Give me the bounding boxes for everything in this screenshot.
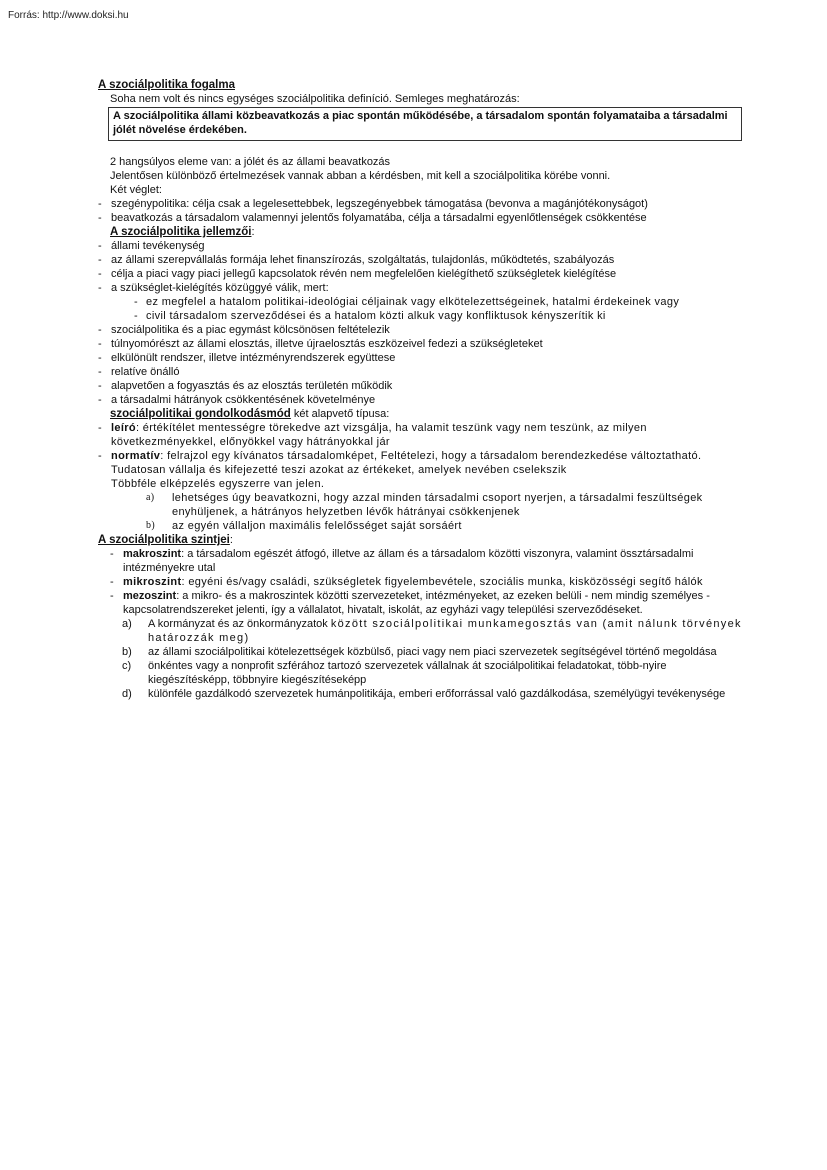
list-item: - a szükséglet-kielégítés közüggyé válik, mert: xyxy=(98,282,329,294)
lettered-item: a) lehetséges úgy beavatkozni, hogy azzal minden társadalmi csoport nyerjen, a társadalmi feszültségek enyhüljenek, a hátrányos helyzetben lévők hátrányai csökkenjenek xyxy=(146,492,703,518)
paragraph-1: 2 hangsúlyos eleme van: a jólét és az állami beavatkozás xyxy=(110,156,391,168)
list-item: - célja a piaci vagy piaci jellegű kapcsolatok révén nem megfelelően kielégíthető szükségletek kielégítése xyxy=(98,268,617,280)
list-item: - leíró: értékítélet mentességre törekedve azt vizsgálja, ha valamit teszünk vagy nem teszünk, az milyen következményekkel, előnyökkel vagy hátrányokkal jár xyxy=(98,422,647,448)
list-item: - normatív: felrajzol egy kívánatos társadalomképet, Feltételezi, hogy a társadalom berendezkedése változtatható. Tudatosan vállalja és kifejezetté teszi azokat az értékeket, amelyek nevében cselekszik Többféle elképzelés egyszerre van jelen. xyxy=(98,450,702,490)
list-item: - az állami szerepvállalás formája lehet finanszírozás, szolgáltatás, tulajdonlás, működtetés, szabályozás xyxy=(98,254,615,266)
heading-jellemzoi: A szociálpolitika jellemzői xyxy=(110,226,252,238)
list-item: - elkülönült rendszer, illetve intézményrendszerek együttese xyxy=(98,352,396,364)
lettered-item: a) A kormányzat és az önkormányzatok között szociálpolitikai munkamegosztás van (amit nálunk törvények határozzák meg) xyxy=(122,618,742,644)
lettered-item: b) az állami szociálpolitikai kötelezettségek közbülső, piaci vagy nem piaci szervezetek segítségével történő megoldása xyxy=(122,646,717,658)
list-item: - makroszint: a társadalom egészét átfogó, illetve az állam és a társadalom közötti viszonyra, valamint össztársadalmi intézményekre utal xyxy=(110,548,694,574)
heading-gondolkodasmod-line: szociálpolitikai gondolkodásmód két alapvető típusa: xyxy=(110,408,390,420)
lettered-item: d) különféle gazdálkodó szervezetek humánpolitikája, emberi erőforrással való gazdálkodása, személyügyi tevékenysége xyxy=(122,688,726,700)
definition-box: A szociálpolitika állami közbeavatkozás a piac spontán működésébe, a társadalom spontán folyamataiba a társadalmi jólét növelése érdekében. xyxy=(108,107,742,141)
paragraph-2: Jelentősen különböző értelmezések vannak abban a kérdésben, mit kell a szociálpolitika körébe vonni. xyxy=(110,170,611,182)
list-item: - mikroszint: egyéni és/vagy családi, szükségletek figyelembevétele, szociális munka, kisközösségi segítő hálók xyxy=(110,576,703,588)
lettered-item: b) az egyén vállaljon maximális felelősséget saját sorsáért xyxy=(146,520,462,532)
list-item: - szegénypolitika: célja csak a legelesettebbek, legszegényebbek támogatása (bevonva a magánjótékonyságot) xyxy=(98,198,648,210)
list-item: - túlnyomórészt az állami elosztás, illetve újraelosztás eszközeivel fedezi a szükségleteket xyxy=(98,338,543,350)
sub-list-item: - civil társadalom szerveződései és a hatalom közti alkuk vagy konfliktusok kényszerítik ki xyxy=(134,310,606,322)
paragraph-3: Két véglet: xyxy=(110,184,162,196)
list-item: - alapvetően a fogyasztás és az elosztás területén működik xyxy=(98,380,393,392)
sub-list-item: - ez megfelel a hatalom politikai-ideológiai céljainak vagy elkötelezettségeinek, hatalmi érdekeinek vagy xyxy=(134,296,680,308)
list-item: - szociálpolitika és a piac egymást kölcsönösen feltételezik xyxy=(98,324,390,336)
intro-text: Soha nem volt és nincs egységes szociálpolitika definíció. Semleges meghatározás: xyxy=(110,93,520,105)
heading-gondolkodasmod: szociálpolitikai gondolkodásmód xyxy=(110,408,291,420)
list-item: - a társadalmi hátrányok csökkentésének követelménye xyxy=(98,394,376,406)
heading-szintjei-line: A szociálpolitika szintjei: xyxy=(98,534,233,546)
lettered-item: c) önkéntes vagy a nonprofit szférához tartozó szervezetek vállalnak át szociálpolitikai feladatokat, több-nyire kiegészítésképp, többnyire kiegészítéseképp xyxy=(122,660,667,686)
heading-jellemzoi-line: A szociálpolitika jellemzői: xyxy=(110,226,255,238)
list-item: - állami tevékenység xyxy=(98,240,205,252)
list-item: - mezoszint: a mikro- és a makroszintek közötti szervezeteket, intézményeket, az ezeken belüli - nem mindig személyes - kapcsolatrendszereket jelenti, így a vállalatot, hivatalt, iskolát, az egyházi vagy települési szerveződéseket. xyxy=(110,590,710,616)
list-item: - beavatkozás a társadalom valamennyi jelentős folyamatába, célja a társadalmi egyenlőtlenségek csökkentése xyxy=(98,212,647,224)
heading-fogalma: A szociálpolitika fogalma xyxy=(98,79,235,91)
heading-szintjei: A szociálpolitika szintjei xyxy=(98,534,230,546)
list-item: - relatíve önálló xyxy=(98,366,180,378)
document-body xyxy=(98,78,746,701)
source-line: Forrás: http://www.doksi.hu xyxy=(8,10,129,21)
